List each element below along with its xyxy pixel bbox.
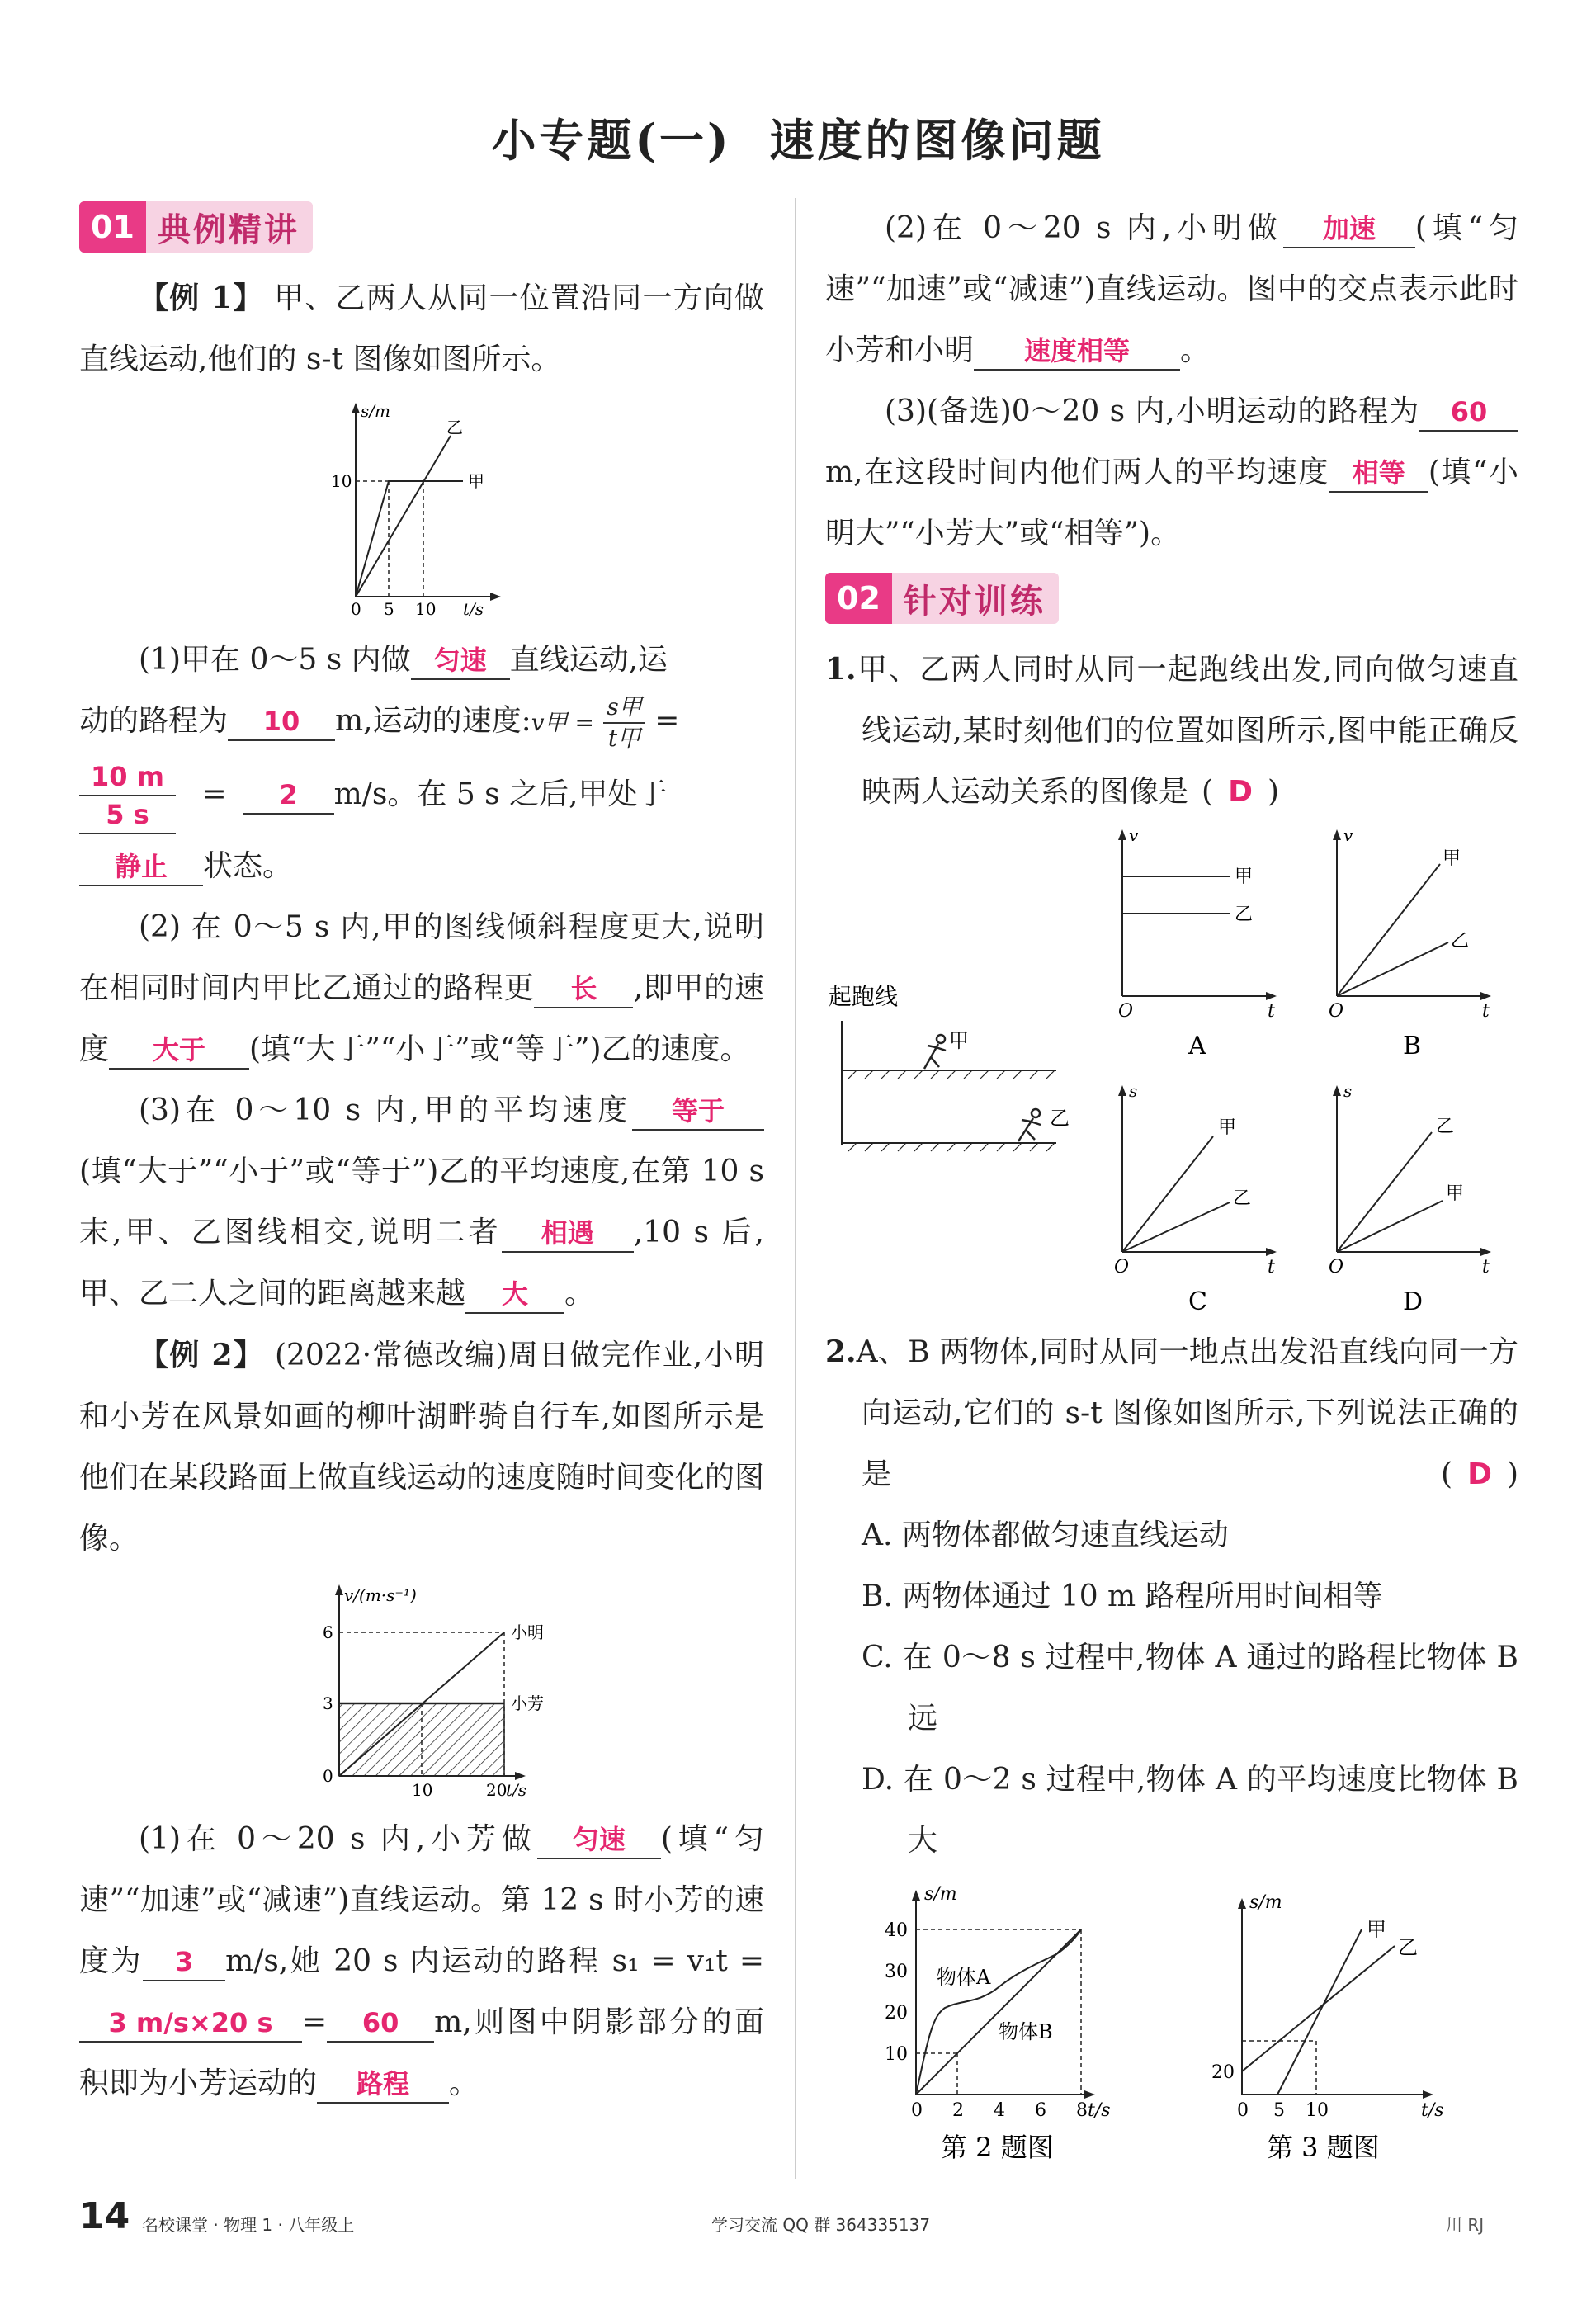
axis-t: t [1482,1257,1490,1278]
x-label: t/s [1421,2100,1444,2121]
question-text: A、B 两物体,同时从同一地点出发沿直线向同一方向运动,它们的 s-t 图像如图所示,下列说法正确的是 [856,1335,1518,1491]
answer: 长 [534,971,633,1008]
answer: 2 [243,777,334,815]
ex1-q1-line2 [79,691,764,753]
page-number: 14 [79,2195,130,2237]
option-label-b: B [1403,1032,1422,1060]
y-label: s/m [1249,1892,1282,1913]
x-arrow [515,1772,526,1780]
option-label-c: C [1188,1287,1207,1316]
ex2-q3 [825,381,1518,564]
text: m,则图中阴影部分的面积即为小芳运动的 [79,2005,764,2100]
answer: 加速 [1283,210,1415,248]
runner-yi-icon [1018,1109,1041,1141]
answer: 静止 [79,848,203,886]
figure-3-caption: 第 3 题图 [1267,2132,1380,2163]
y-label: s/m [361,401,390,421]
option-b: B. 两物体通过 10 m 路程所用时间相等 [862,1580,1383,1613]
label-jia: 甲 [1446,1183,1465,1204]
q1-figure [825,823,1518,1318]
runner-jia-icon [924,1035,946,1069]
line-jia [356,481,463,597]
text: 。 [564,1277,595,1311]
answer: 60 [327,2005,434,2043]
answer-fraction [79,758,176,834]
section-number: 01 [79,201,146,253]
text: (填“匀速”“加速”或“减速”)直线运动。第 12 s 时小芳的速度为 [79,1822,764,1978]
line-yi [356,436,451,597]
y-label: v/(m·s⁻¹) [344,1585,417,1605]
start-line-label: 起跑线 [829,983,899,1010]
tick-x20: 20 [486,1780,508,1800]
text: ( [1202,775,1214,809]
line-jia [1337,864,1440,996]
answer: 匀速 [411,642,510,680]
tick-x10: 10 [412,1780,433,1800]
text: 直线运动,运 [509,643,668,677]
answer: 大于 [109,1032,249,1070]
section-name: 典例精讲 [157,210,300,249]
label-yi: 乙 [446,418,463,437]
track-hatch [848,1070,1055,1151]
tick-x5: 5 [1273,2100,1285,2121]
text: ) [1506,1457,1518,1491]
x-arrow [490,593,501,601]
text: = [201,777,227,811]
text: ) [1267,775,1279,809]
ex1-q1-line3 [79,753,764,836]
graph-b [1329,825,1491,1060]
x-label: t/s [1088,2100,1111,2121]
label-yi: 乙 [1398,1936,1418,1959]
denominator: 5 s [79,796,176,834]
section-badge-1 [79,201,313,253]
axis-t: t [1268,1257,1275,1278]
answer: 相等 [1329,455,1428,493]
answer: 匀速 [537,1821,661,1859]
text: m/s。在 5 s 之后,甲处于 [333,777,668,811]
line-jia [1337,1201,1443,1252]
text: (1)甲在 0～5 s 内做 [139,643,411,677]
text: m,在这段时间内他们两人的平均速度 [825,456,1329,489]
tick-y20: 20 [1211,2062,1235,2083]
tick-x8: 8 [1076,2100,1088,2121]
answer: 60 [1419,394,1518,432]
formula-v: v甲 = [531,709,594,736]
graph-c [1114,1081,1277,1316]
text: (填“小明大”“小芳大”或“相等”)。 [825,456,1518,550]
label-xiaofang: 小芳 [511,1693,544,1713]
title-part1: 小专题(一) [491,114,732,167]
section-number: 02 [825,573,892,624]
line-yi [1242,1946,1395,2071]
left-column [79,198,764,2114]
tick-x0: 0 [911,2100,923,2121]
column-divider [795,198,796,2179]
book-title: 名校课堂 · 物理 1 · 八年级上 [142,2215,355,2235]
tick-x5: 5 [384,599,394,619]
title-part2: 速度的图像问题 [769,114,1105,167]
text: ,即甲的速度 [79,971,764,1066]
tick-y3: 3 [323,1693,333,1713]
tick-x2: 2 [952,2100,964,2121]
text: (2) 在 0～5 s 内,甲的图线倾斜程度更大,说明在相同时间内甲比乙通过的路程更 [79,910,764,1005]
label-jia: 甲 [1367,1918,1386,1941]
option-c: C. 在 0～8 s 过程中,物体 A 通过的路程比物体 B 远 [862,1641,1518,1736]
label-yi: 乙 [1451,931,1470,952]
training-q2 [825,1321,1518,1505]
label-yi: 乙 [1233,1188,1252,1209]
answer: 3 [143,1943,225,1981]
option-label-a: A [1188,1032,1206,1060]
page-footer [0,2195,1596,2238]
text: (3)(备选)0～20 s 内,小明运动的路程为 [885,394,1419,428]
ex1-q1-line4 [79,836,764,897]
line-yi [1337,1132,1432,1252]
example-body: 甲、乙两人从同一位置沿同一方向做直线运动,他们的 s-t 图像如图所示。 [79,281,764,376]
text: (2)在 0～20 s 内,小明做 [885,211,1283,245]
ex1-q3 [79,1080,764,1325]
ex2-q2 [825,198,1518,381]
choice-answer: D [1467,1457,1492,1491]
tick-y10: 10 [885,2044,908,2065]
label-xiaoming: 小明 [511,1622,544,1642]
text: 。 [449,2066,479,2100]
option-a: A. 两物体都做匀速直线运动 [862,1518,1229,1552]
answer: 3 m/s×20 s [79,2005,302,2043]
tick-x10: 10 [1306,2100,1329,2121]
label-jia: 甲 [1443,848,1461,869]
example-1-text [79,267,764,390]
text: (1)在 0～20 s 内,小芳做 [139,1822,537,1856]
tick-y10: 10 [331,471,352,491]
label-object-a: 物体A [937,1966,991,1989]
line-yi [1122,1202,1230,1252]
numerator: s甲 [603,692,645,724]
example-label: 【例 1】 [139,281,264,315]
graph-a [1118,825,1277,1060]
label-jia: 甲 [1218,1117,1237,1138]
text: 。 [1180,333,1211,367]
page-title [0,106,1596,169]
tick-x0: 0 [351,599,361,619]
text: 状态。 [203,849,293,883]
label-jia: 甲 [468,471,484,491]
answer: 相遇 [502,1215,634,1253]
x-label: t/s [463,599,484,619]
text: m/s,她 20 s 内运动的路程 s₁ = v₁t = [225,1944,764,1978]
tick-y30: 30 [885,1962,908,1982]
ex2-q1 [79,1809,764,2114]
text: 动的路程为 [79,704,229,738]
q2-q3-figures [825,1872,1518,2169]
section-badge-2 [825,573,1059,624]
right-column [825,198,1518,2172]
text: ( [1441,1457,1453,1491]
option-d: D. 在 0～2 s 过程中,物体 A 的平均速度比物体 B 大 [862,1763,1518,1858]
tick-y40: 40 [885,1920,908,1941]
tick-y0: 0 [323,1766,333,1786]
answer: 等于 [632,1093,764,1131]
label-yi: 乙 [1235,904,1254,925]
answer: 大 [465,1276,564,1314]
text: (填“大于”“小于”或“等于”)乙的平均速度,在第 10 s 末,甲、乙图线相交,说明二者 [79,1155,764,1249]
y-label: s/m [924,1884,957,1905]
origin: O [1329,1257,1344,1278]
training-q1 [825,639,1518,823]
line-yi [1337,942,1448,996]
denominator: t甲 [607,725,641,752]
option-label-d: D [1403,1287,1424,1316]
axis-t: t [1268,1001,1275,1022]
example-1-st-graph [298,399,545,621]
text: ,10 s 后,甲、乙二人之间的距离越来越 [79,1216,764,1311]
start-line-scene [829,983,1070,1151]
choice-answer: D [1228,775,1253,809]
figure-2 [885,1884,1111,2163]
answer: 路程 [317,2066,449,2104]
origin: O [1114,1257,1130,1278]
figure-3 [1211,1892,1444,2163]
answer: 10 [228,703,335,741]
origin: O [1329,1001,1344,1022]
axis-v: v [1129,825,1139,845]
figure-2-caption: 第 2 题图 [941,2132,1054,2163]
section-name: 针对训练 [903,581,1046,621]
line-jia [1277,1929,1362,2095]
example-2-text [79,1325,764,1570]
example-2-vt-graph [281,1578,562,1801]
edition-mark: 川 RJ [1446,2215,1485,2235]
axis-v: v [1343,825,1353,845]
ex1-q2 [79,897,764,1080]
question-number: 2. [825,1334,857,1369]
fraction-s-t [603,692,645,753]
label-yi: 乙 [1436,1117,1455,1137]
label-jia: 甲 [1235,867,1254,887]
tick-x4: 4 [994,2100,1005,2121]
y-arrow [352,403,360,413]
runner-yi-label: 乙 [1050,1107,1070,1130]
text: m,运动的速度: [335,704,531,738]
text: = [654,704,680,738]
origin: O [1118,1001,1134,1022]
tick-y6: 6 [323,1622,333,1642]
text: (填“大于”“小于”或“等于”)乙的速度。 [249,1032,750,1066]
tick-y20: 20 [885,2003,908,2024]
text: (填“匀速”“加速”或“减速”)直线运动。图中的交点表示此时小芳和小明 [825,211,1518,367]
axis-s: s [1343,1081,1353,1101]
text: = [302,2005,328,2039]
tick-x6: 6 [1035,2100,1046,2121]
axis-t: t [1482,1001,1490,1022]
numerator: 10 m [79,758,176,796]
label-object-b: 物体B [999,2020,1053,2043]
line-jia [1122,1136,1213,1252]
text: (3)在 0～10 s 内,甲的平均速度 [139,1093,632,1127]
ex1-q1 [79,630,764,691]
example-label: 【例 2】 [139,1338,265,1372]
qq-group: 学习交流 QQ 群 364335137 [711,2215,931,2235]
example-body: (2022·常德改编)周日做完作业,小明和小芳在风景如画的柳叶湖畔骑自行车,如图所示是他们在某段路面上做直线运动的速度随时间变化的图像。 [79,1339,764,1556]
question-number: 1. [825,652,857,687]
answer: 速度相等 [974,333,1180,371]
question-text: 甲、乙两人同时从同一起跑线出发,同向做匀速直线运动,某时刻他们的位置如图所示,图中能正确反映两人运动关系的图像是 [856,653,1518,809]
axis-s: s [1129,1081,1138,1101]
graph-d [1329,1081,1491,1316]
tick-x0: 0 [1237,2100,1249,2121]
x-label: t/s [506,1780,527,1800]
runner-jia-label: 甲 [949,1029,969,1052]
tick-x10: 10 [415,599,437,619]
y-arrow [335,1584,343,1595]
